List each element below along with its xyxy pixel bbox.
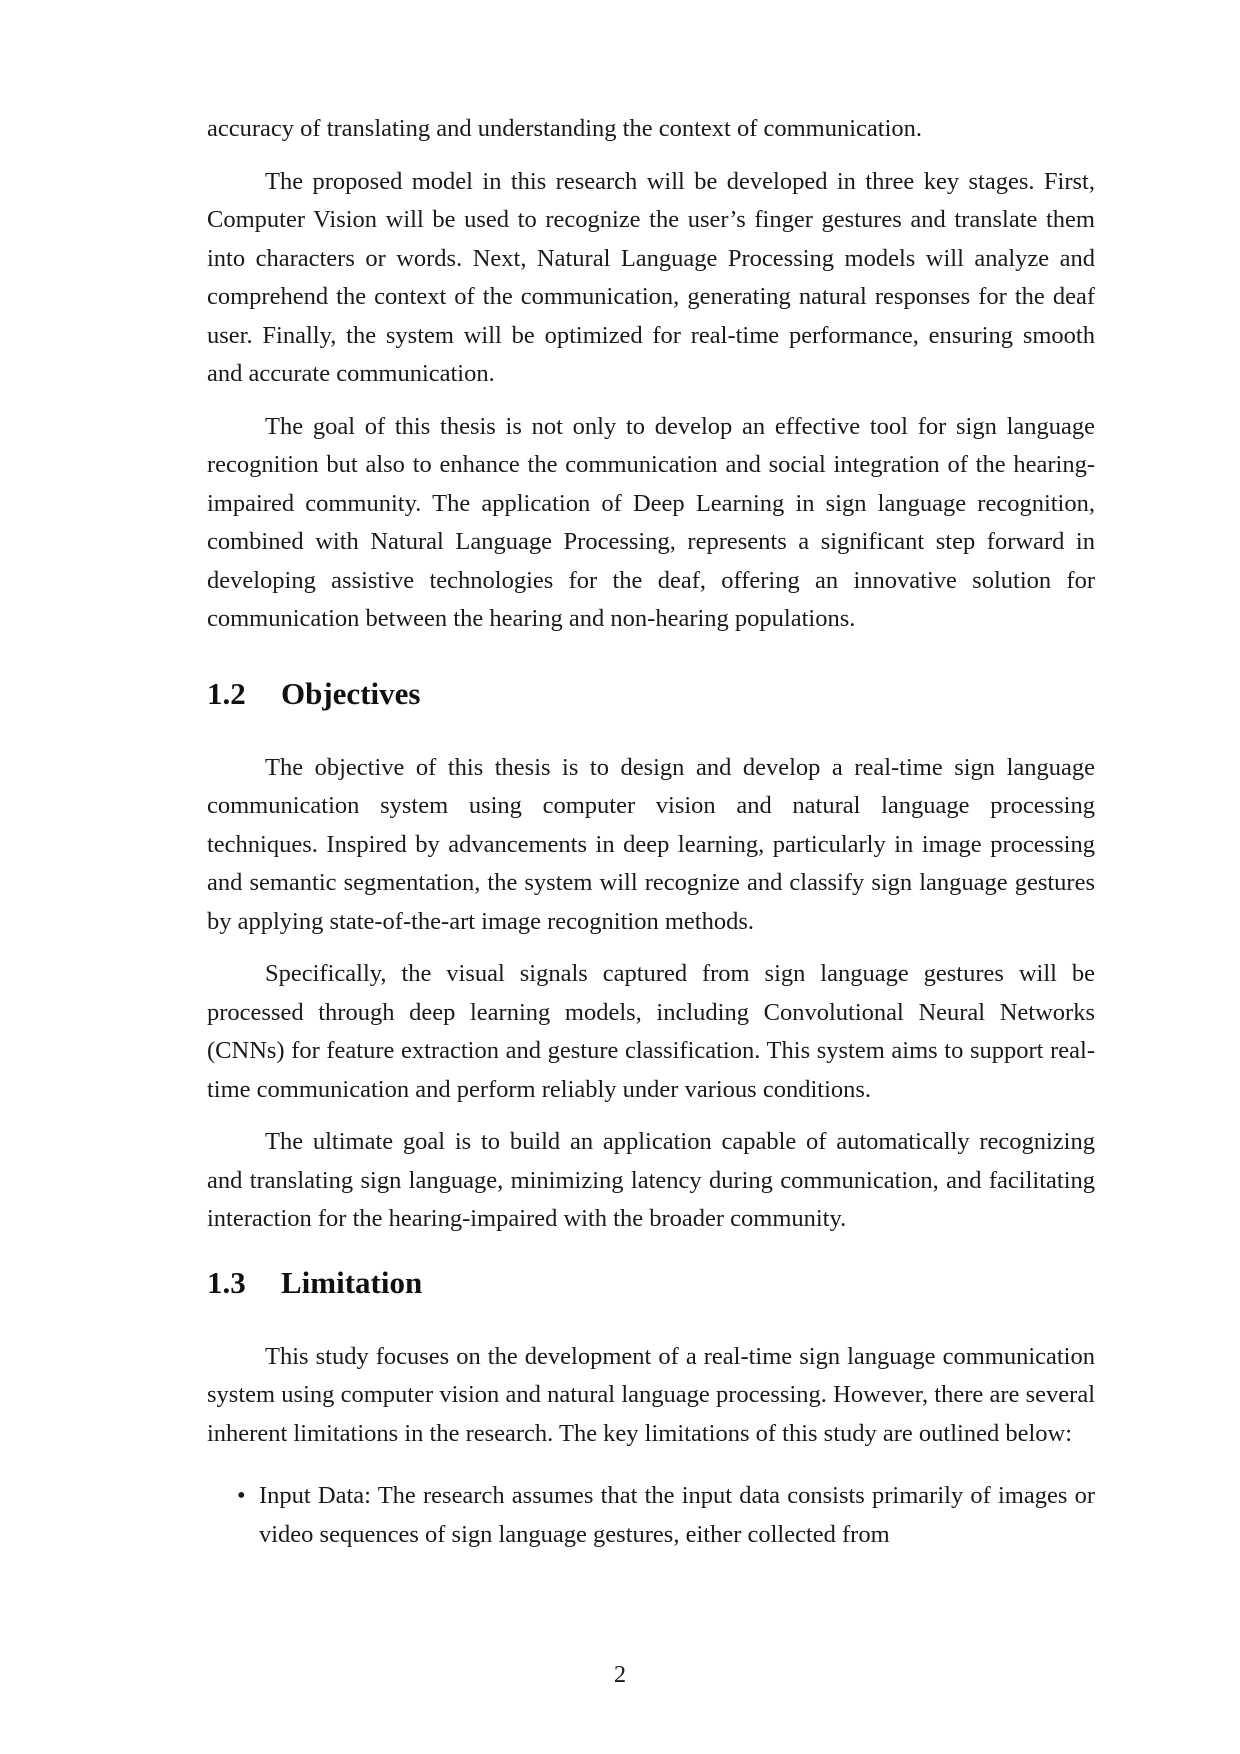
section-number: 1.2 bbox=[207, 675, 246, 711]
limitation-list bbox=[207, 1477, 1095, 1554]
section-heading-limitation bbox=[207, 1263, 1095, 1303]
list-item-text: Input Data: The research assumes that the input data consists primarily of images or video sequences of sign language gestures, either collected from bbox=[259, 1482, 1095, 1548]
paragraph-ultimate-goal: The ultimate goal is to build an application capable of automatically recognizing and translating sign language, minimizing latency during communication, and facilitating interaction for the hearing-impaired with the broader community. bbox=[207, 1128, 1095, 1232]
section-title: Objectives bbox=[281, 675, 421, 711]
section-title: Limitation bbox=[281, 1264, 423, 1300]
bullet-icon: • bbox=[237, 1482, 246, 1509]
paragraph-objective: The objective of this thesis is to design and develop a real-time sign language communication system using computer vision and natural language processing techniques. Inspired by advancements in deep learning, particularly in image processing and semantic segmentation, the system will recognize and classify sign language gestures by applying state-of-the-art image recognition methods. bbox=[207, 753, 1095, 935]
page-body bbox=[207, 110, 1095, 1554]
list-item bbox=[237, 1477, 1095, 1554]
paragraph-thesis-goal: The goal of this thesis is not only to develop an effective tool for sign language recognition but also to enhance the communication and social integration of the hearing-impaired community. The application of Deep Learning in sign language recognition, combined with Natural Language Processing, represents a significant step forward in developing assistive technologies for the deaf, offering an innovative solution for communication between the hearing and non-hearing populations. bbox=[207, 412, 1095, 632]
section-number: 1.3 bbox=[207, 1264, 246, 1300]
paragraph-continuation: accuracy of translating and understanding the context of communication. bbox=[207, 115, 923, 142]
paragraph-proposed-model: The proposed model in this research will be developed in three key stages. First, Computer Vision will be used to recognize the user’s finger gestures and translate them into characters or words. Next, Natural Language Processing models will analyze and comprehend the context of the communication, generating natural responses for the deaf user. Finally, the system will be optimized for real-time performance, ensuring smooth and accurate communication. bbox=[207, 167, 1095, 387]
section-heading-objectives bbox=[207, 674, 1095, 714]
paragraph-limitation-intro: This study focuses on the development of a real-time sign language communication system using computer vision and natural language processing. However, there are several inherent limitations in the research. The key limitations of this study are outlined below: bbox=[207, 1342, 1095, 1447]
paragraph-visual-signals: Specifically, the visual signals captured from sign language gestures will be processed through deep learning models, including Convolutional Neural Networks (CNNs) for feature extraction and gesture classification. This system aims to support real-time communication and perform reliably under various conditions. bbox=[207, 960, 1095, 1103]
page-number: 2 bbox=[613, 1661, 627, 1688]
